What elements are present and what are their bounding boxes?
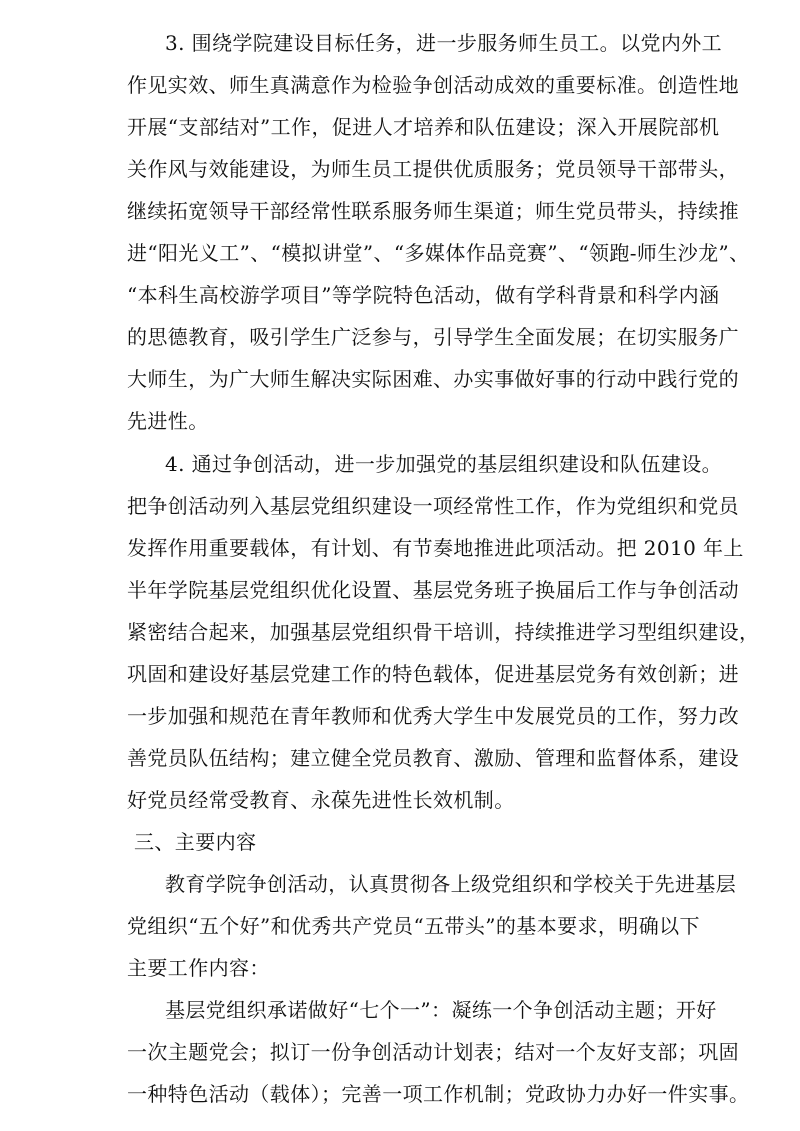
paragraph-3-line-10: 先进性。: [127, 409, 209, 433]
paragraph-4-line-7: 一步加强和规范在青年教师和优秀大学生中发展党员的工作，努力改: [127, 704, 739, 728]
main-content-para-1-line-1: 教育学院争创活动，认真贯彻各上级党组织和学校关于先进基层: [165, 872, 737, 896]
paragraph-3-line-1: 3. 围绕学院建设目标任务，进一步服务师生员工。以党内外工: [165, 31, 723, 55]
paragraph-3-line-3: 开展“支部结对”工作，促进人才培养和队伍建设；深入开展院部机: [127, 115, 720, 139]
main-content-para-2-line-1: 基层党组织承诺做好“七个一”：凝练一个争创活动主题；开好: [165, 998, 717, 1022]
paragraph-3-line-9: 大师生，为广大师生解决实际困难、办实事做好事的行动中践行党的: [127, 367, 739, 391]
paragraph-3-line-8: 的思德教育，吸引学生广泛参与，引导学生全面发展；在切实服务广: [127, 325, 739, 349]
paragraph-3-line-2: 作见实效、师生真满意作为检验争创活动成效的重要标准。创造性地: [127, 73, 739, 97]
paragraph-3-line-7: “本科生高校游学项目”等学院特色活动，做有学科背景和科学内涵: [127, 283, 720, 307]
main-content-para-1-line-2: 党组织“五个好”和优秀共产党员“五带头”的基本要求，明确以下: [127, 914, 700, 938]
paragraph-4-line-6: 巩固和建设好基层党建工作的特色载体，促进基层党务有效创新；进: [127, 662, 739, 686]
main-content-para-2-line-2: 一次主题党会；拟订一份争创活动计划表；结对一个友好支部；巩固: [127, 1040, 739, 1064]
paragraph-3-line-4: 关作风与效能建设，为师生员工提供优质服务；党员领导干部带头，: [127, 157, 739, 181]
main-content-para-1-line-3: 主要工作内容：: [127, 956, 270, 980]
section-heading-main-content: 三、主要内容: [134, 830, 257, 854]
paragraph-4-line-8: 善党员队伍结构；建立健全党员教育、激励、管理和监督体系，建设: [127, 746, 739, 770]
main-content-para-2-line-3: 一种特色活动（载体）；完善一项工作机制；党政协力办好一件实事。: [127, 1082, 750, 1106]
paragraph-4-line-2: 把争创活动列入基层党组织建设一项经常性工作，作为党组织和党员: [127, 494, 739, 518]
paragraph-4-line-4: 半年学院基层党组织优化设置、基层党务班子换届后工作与争创活动: [127, 578, 739, 602]
paragraph-3-line-5: 继续拓宽领导干部经常性联系服务师生渠道；师生党员带头，持续推: [127, 199, 739, 223]
paragraph-4-line-3: 发挥作用重要载体，有计划、有节奏地推进此项活动。把 2010 年上: [127, 536, 744, 560]
paragraph-3-line-6: 进“阳光义工”、“模拟讲堂”、“多媒体作品竞赛”、“领跑-师生沙龙”、: [127, 241, 750, 265]
paragraph-4-line-1: 4. 通过争创活动，进一步加强党的基层组织建设和队伍建设。: [165, 452, 723, 476]
paragraph-4-line-9: 好党员经常受教育、永葆先进性长效机制。: [127, 788, 515, 812]
paragraph-4-line-5: 紧密结合起来，加强基层党组织骨干培训，持续推进学习型组织建设，: [127, 620, 760, 644]
